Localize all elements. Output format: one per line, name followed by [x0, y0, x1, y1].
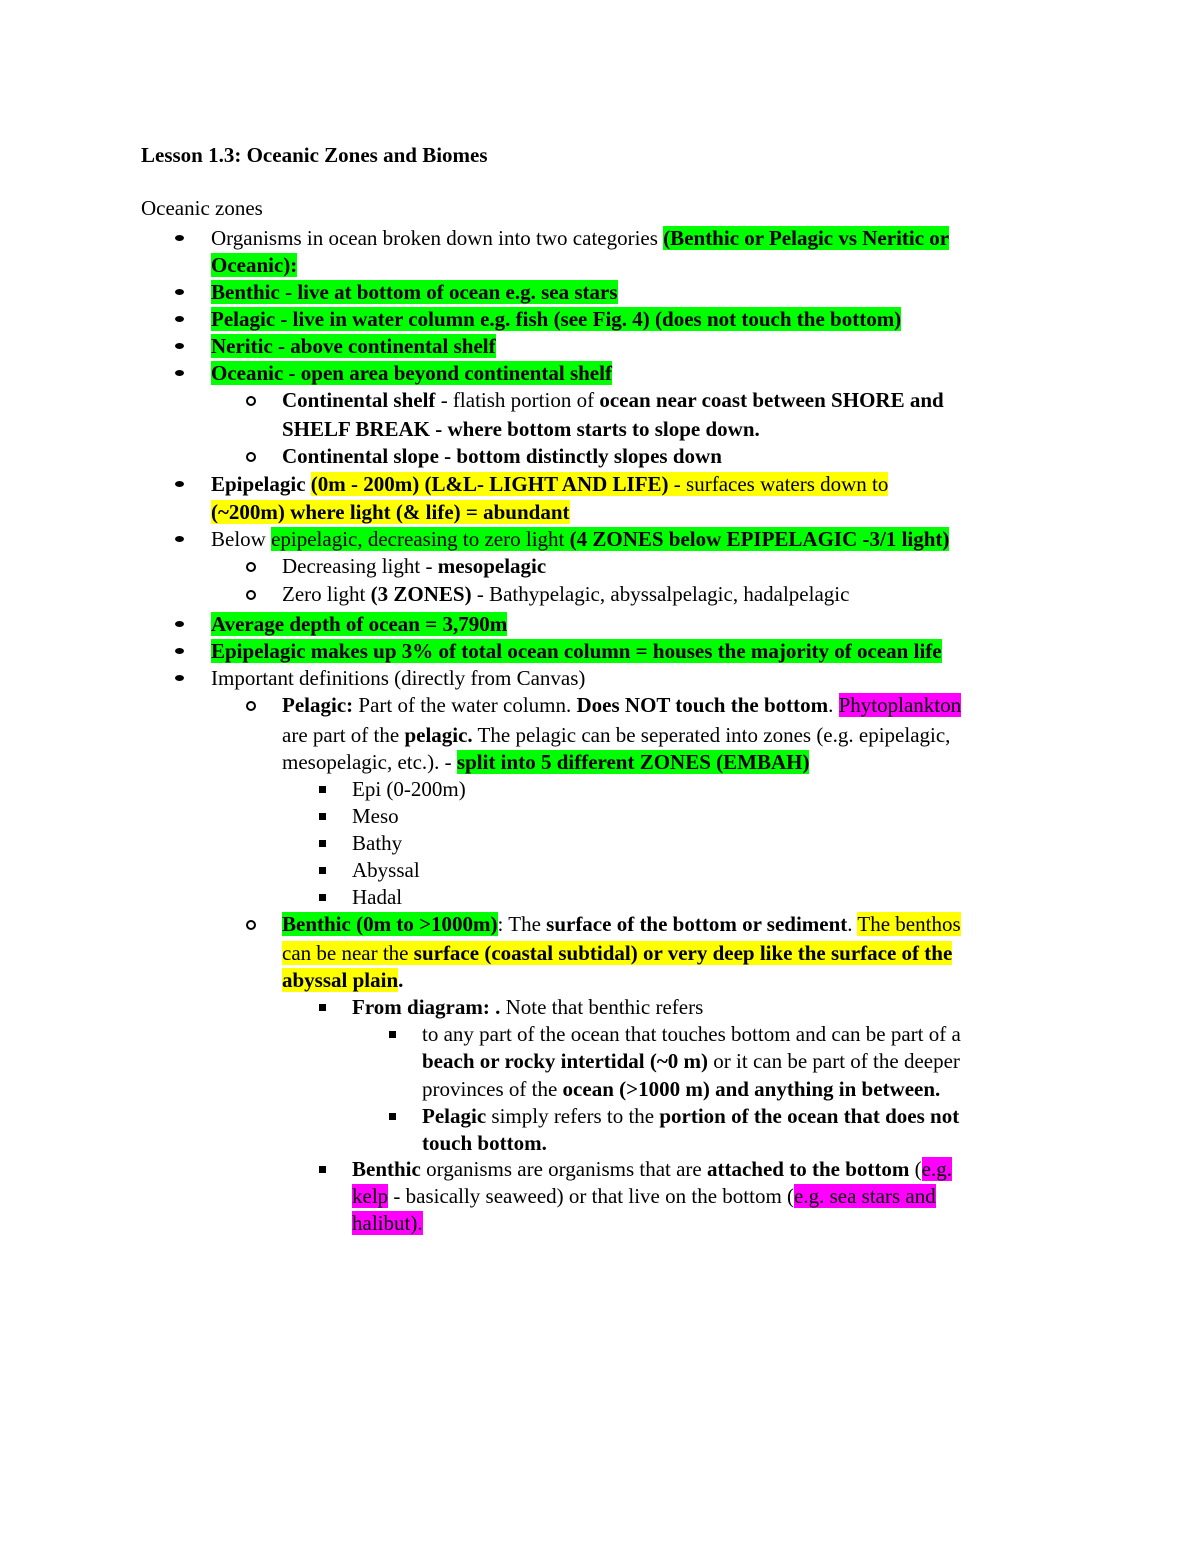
- note-text: mesopelagic, etc.). -: [282, 750, 457, 774]
- note-line: [352, 803, 399, 830]
- note-line: [282, 387, 944, 414]
- note-text: Below: [211, 527, 272, 551]
- bullet-circle-icon: [246, 562, 256, 572]
- note-text: surface (coastal subtidal) or very deep like the surface of the: [413, 941, 953, 965]
- note-line: [422, 1048, 960, 1075]
- note-text: Abyssal: [352, 858, 420, 882]
- note-text: Pelagic:: [282, 693, 354, 717]
- note-text: epipelagic, decreasing to zero light: [271, 527, 570, 551]
- bullet-square-icon: [319, 894, 326, 901]
- note-line: [352, 1183, 936, 1210]
- note-line: [282, 416, 760, 443]
- note-line: [422, 1130, 547, 1157]
- bullet-square-icon: [319, 1166, 326, 1173]
- bullet-square-icon: [319, 813, 326, 820]
- note-text: portion of the ocean that does not: [659, 1104, 960, 1128]
- bullet-square-icon: [389, 1113, 396, 1120]
- note-text: .: [398, 968, 404, 992]
- note-text: Neritic - above continental shelf: [211, 334, 496, 358]
- note-text: Epipelagic makes up 3% of total ocean column = houses the majority of ocean life: [211, 639, 942, 663]
- note-line: [352, 830, 402, 857]
- note-text: Decreasing light -: [282, 554, 438, 578]
- note-text: abyssal plain: [282, 968, 399, 992]
- note-line: [211, 611, 507, 638]
- note-line: [422, 1076, 940, 1103]
- note-text: (~200m) where light (& life) = abundant: [211, 500, 570, 524]
- note-line: [352, 1210, 423, 1237]
- note-line: [211, 499, 570, 526]
- bullet-square-icon: [389, 1031, 396, 1038]
- note-line: [282, 553, 546, 580]
- note-line: [282, 692, 961, 719]
- bullet-disc-icon: [175, 343, 184, 349]
- note-line: [352, 884, 402, 911]
- section-heading: Oceanic zones: [141, 196, 263, 220]
- note-text: Benthic - live at bottom of ocean e.g. sea stars: [211, 280, 618, 304]
- bullet-disc-icon: [175, 648, 184, 654]
- note-text: e.g. sea stars and: [794, 1184, 936, 1208]
- note-text: Zero light: [282, 582, 371, 606]
- note-text: halibut).: [352, 1211, 423, 1235]
- note-text: (4 ZONES below EPIPELAGIC -3/1 light): [569, 527, 950, 551]
- note-text: Hadal: [352, 885, 403, 909]
- note-text: split into 5 different ZONES (EMBAH): [456, 750, 810, 774]
- note-text: The benthos: [857, 912, 961, 936]
- note-text: Benthic: [352, 1157, 421, 1181]
- bullet-circle-icon: [246, 701, 256, 711]
- note-line: [282, 722, 950, 749]
- bullet-circle-icon: [246, 396, 256, 406]
- note-line: [211, 306, 901, 333]
- note-text: Epi (0-200m): [352, 777, 466, 801]
- note-text: can be near the: [282, 941, 414, 965]
- note-line: [422, 1021, 961, 1048]
- note-text: mesopelagic: [437, 554, 547, 578]
- note-text: simply refers to the: [486, 1104, 660, 1128]
- note-line: [211, 225, 949, 252]
- note-text: From diagram: .: [352, 995, 501, 1019]
- bullet-disc-icon: [175, 316, 184, 322]
- note-line: [211, 471, 888, 498]
- note-line: [282, 911, 961, 938]
- note-text: ocean (>1000 m) and anything in between.: [562, 1077, 941, 1101]
- note-line: [282, 749, 809, 776]
- note-line: [282, 940, 952, 967]
- note-text: kelp: [352, 1184, 389, 1208]
- bullet-square-icon: [319, 867, 326, 874]
- bullet-disc-icon: [175, 235, 184, 241]
- note-text: (Benthic or Pelagic vs Neritic or: [663, 226, 950, 250]
- note-text: SHELF BREAK - where bottom starts to slope down.: [282, 417, 760, 441]
- note-text: ocean near coast between SHORE and: [599, 388, 944, 412]
- note-line: [211, 333, 496, 360]
- bullet-disc-icon: [175, 481, 184, 487]
- note-text: or it can be part of the deeper: [708, 1049, 960, 1073]
- note-text: attached to the bottom: [707, 1157, 910, 1181]
- note-text: .: [847, 912, 858, 936]
- note-text: - flatish portion of: [435, 388, 600, 412]
- bullet-disc-icon: [175, 536, 184, 542]
- note-text: Does NOT touch the bottom: [576, 693, 829, 717]
- note-text: (0m - 200m) (L&L- LIGHT AND LIFE): [310, 472, 669, 496]
- note-text: (3 ZONES): [370, 582, 472, 606]
- bullet-disc-icon: [175, 289, 184, 295]
- note-line: [422, 1103, 959, 1130]
- note-text: surface of the bottom or sediment: [546, 912, 848, 936]
- bullet-disc-icon: [175, 370, 184, 376]
- note-text: - Bathypelagic, abyssalpelagic, hadalpelagic: [471, 582, 850, 606]
- note-text: Continental slope - bottom distinctly slopes down: [282, 444, 722, 468]
- note-text: Note that benthic refers: [500, 995, 704, 1019]
- note-text: Phytoplankton: [838, 693, 962, 717]
- note-text: Oceanic):: [211, 253, 298, 277]
- note-text: Bathy: [352, 831, 403, 855]
- note-line: [211, 665, 585, 692]
- note-text: (: [909, 1157, 922, 1181]
- note-line: [211, 526, 949, 553]
- note-text: Pelagic - live in water column e.g. fish (see Fig. 4) (does not touch the bottom): [211, 307, 902, 331]
- note-text: provinces of the: [422, 1077, 563, 1101]
- note-text: pelagic.: [404, 723, 473, 747]
- note-text: are part of the: [282, 723, 405, 747]
- note-text: organisms are organisms that are: [420, 1157, 707, 1181]
- note-text: Pelagic: [422, 1104, 487, 1128]
- note-text: Oceanic - open area beyond continental shelf: [211, 361, 612, 385]
- note-text: to any part of the ocean that touches bottom and can be part of a: [422, 1022, 961, 1046]
- note-text: - basically seaweed) or that live on the bottom (: [388, 1184, 795, 1208]
- note-line: [352, 1156, 952, 1183]
- note-text: Continental shelf: [282, 388, 436, 412]
- note-line: [282, 967, 403, 994]
- note-text: [306, 472, 311, 496]
- bullet-circle-icon: [246, 452, 256, 462]
- bullet-square-icon: [319, 1004, 326, 1011]
- note-text: touch bottom.: [422, 1131, 547, 1155]
- note-line: [211, 252, 297, 279]
- note-text: .: [828, 693, 839, 717]
- note-text: e.g.: [921, 1157, 952, 1181]
- note-text: Average depth of ocean = 3,790m: [211, 612, 508, 636]
- note-text: Benthic (0m to >1000m): [282, 912, 498, 936]
- note-text: - surfaces waters down to: [668, 472, 889, 496]
- note-text: The pelagic can be seperated into zones (e.g. epipelagic,: [472, 723, 951, 747]
- bullet-circle-icon: [246, 590, 256, 600]
- bullet-square-icon: [319, 840, 326, 847]
- bullet-circle-icon: [246, 920, 256, 930]
- bullet-disc-icon: [175, 621, 184, 627]
- note-text: Meso: [352, 804, 399, 828]
- note-line: [282, 581, 849, 608]
- note-line: [211, 279, 618, 306]
- note-line: [352, 857, 420, 884]
- note-text: : The: [497, 912, 547, 936]
- note-line: [282, 443, 722, 470]
- note-text: Organisms in ocean broken down into two categories: [211, 226, 664, 250]
- note-line: [211, 360, 612, 387]
- note-text: Epipelagic: [211, 472, 306, 496]
- note-text: Important definitions (directly from Canvas): [211, 666, 586, 690]
- note-text: beach or rocky intertidal (~0 m): [422, 1049, 709, 1073]
- lesson-title: Lesson 1.3: Oceanic Zones and Biomes: [141, 143, 488, 167]
- note-line: [211, 638, 942, 665]
- note-text: Part of the water column.: [353, 693, 577, 717]
- bullet-square-icon: [319, 786, 326, 793]
- note-line: [352, 994, 703, 1021]
- note-line: [352, 776, 466, 803]
- bullet-disc-icon: [175, 675, 184, 681]
